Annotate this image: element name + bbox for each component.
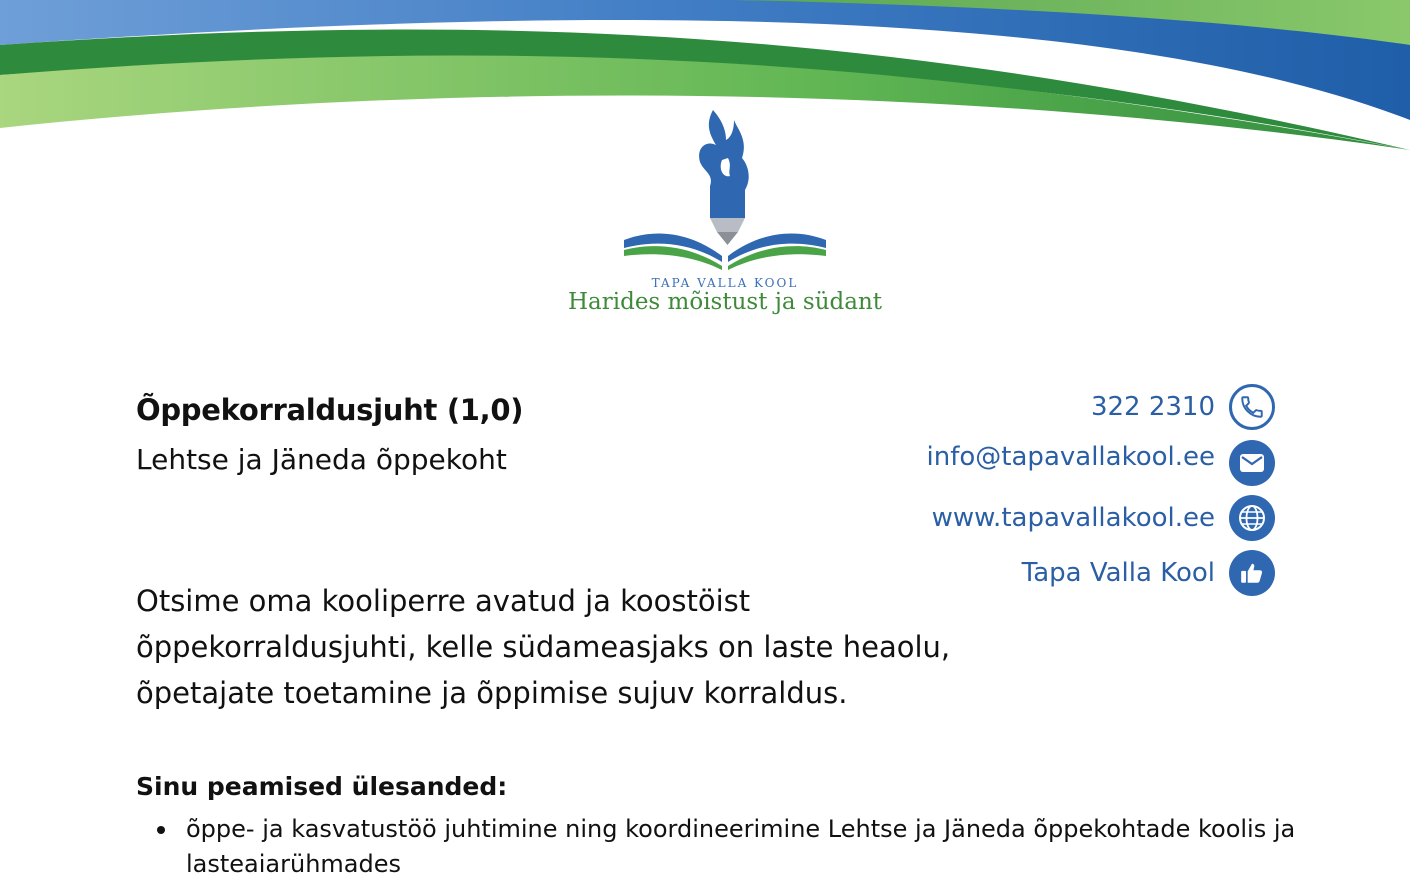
phone-number[interactable]: 322 2310 — [1090, 392, 1215, 422]
thumbs-up-icon — [1229, 550, 1275, 596]
tasks-list — [136, 812, 1296, 882]
contact-email[interactable] — [927, 440, 1275, 486]
email-address[interactable]: info@tapavallakool.ee — [926, 442, 1215, 472]
contact-facebook[interactable] — [1022, 550, 1275, 596]
intro-line: õpetajate toetamine ja õppimise sujuv korraldus. — [136, 676, 848, 710]
school-logo — [610, 100, 840, 280]
school-name: TAPA VALLA KOOL — [651, 276, 799, 290]
globe-icon — [1229, 495, 1275, 541]
list-item: õppe- ja kasvatustöö juhtimine ning koordineerimine Lehtse ja Jäneda õppekohtade koolis ja lasteaiarühmades — [136, 812, 1296, 882]
mail-icon — [1229, 440, 1275, 486]
job-location: Lehtse ja Jäneda õppekoht — [136, 443, 507, 476]
website-url[interactable]: www.tapavallakool.ee — [931, 503, 1215, 533]
intro-line: õppekorraldusjuhti, kelle südameasjaks on laste heaolu, — [136, 630, 951, 664]
job-title: Õppekorraldusjuht (1,0) — [136, 393, 524, 427]
intro-paragraph — [136, 578, 1006, 716]
phone-icon — [1229, 384, 1275, 430]
intro-line: Otsime oma kooliperre avatud ja koostöist — [136, 584, 751, 618]
contact-phone[interactable] — [1091, 384, 1275, 430]
facebook-page[interactable]: Tapa Valla Kool — [1021, 558, 1215, 588]
school-motto: Harides mõistust ja südant — [567, 289, 883, 315]
contact-website[interactable] — [932, 495, 1275, 541]
tasks-heading: Sinu peamised ülesanded: — [136, 772, 508, 801]
